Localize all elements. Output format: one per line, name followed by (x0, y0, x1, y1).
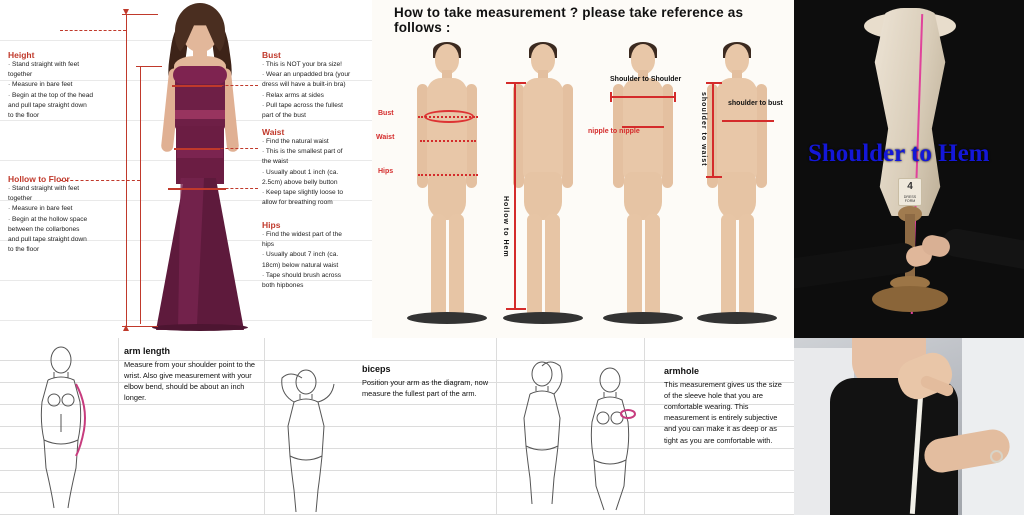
arm-length-body: Measure from your shoulder point to the wrist. Also give measurement with your elbow bend, should be about an inch longer. (124, 360, 256, 403)
dress-measurement-panel (0, 0, 372, 338)
height-line-2: together (8, 71, 33, 79)
height-measure-line (126, 14, 127, 326)
mannequin-shoulder-to-waist (694, 44, 780, 328)
mannequin-shoulder-to-shoulder (600, 44, 686, 328)
hollow-line-6: and pull tape straight down (8, 236, 87, 244)
photo-right-backdrop (962, 338, 1024, 515)
label-waist: Waist (376, 134, 395, 141)
hips-heading: Hips (262, 220, 281, 230)
biceps-text (362, 364, 492, 399)
bust-line-2: · Wear an unpadded bra (your (262, 71, 351, 79)
waist-line-1: · Find the natural waist (262, 138, 329, 145)
waist-line-3: the waist (262, 158, 289, 166)
height-line-3: · Measure in bare feet (8, 81, 73, 89)
shoulder-to-waist-line (712, 82, 714, 178)
shoulder-to-bust-line (722, 120, 774, 122)
armhole-panel (656, 338, 794, 515)
arm-length-text (124, 346, 256, 403)
bust-line-6: part of the bust (262, 112, 306, 120)
biceps-panel (356, 338, 656, 515)
mannequin-bust-waist-hips (404, 44, 490, 328)
arm-length-figure-bent (262, 364, 352, 514)
hips-line-3: · Usually about 7 inch (ca. (262, 251, 339, 259)
how-to-measure-panel (372, 0, 794, 338)
hips-line-2: hips (262, 241, 275, 249)
hips-line-5: · Tape should brush across (262, 271, 342, 279)
height-line-1: · Stand straight with feet (8, 61, 80, 68)
arm-length-figure-front (18, 344, 104, 512)
hollow-to-floor-text-block (8, 174, 108, 256)
bust-line-5: · Pull tape across the fullest (262, 101, 343, 109)
bust-line-1: · This is NOT your bra size! (262, 61, 343, 68)
label-shoulder-to-shoulder: Shoulder to Shoulder (610, 76, 682, 83)
height-text-block (8, 50, 104, 121)
bust-line-3: dress will have a built-in bra) (262, 81, 346, 89)
biceps-title: biceps (362, 364, 391, 374)
armhole-body: This measurement gives us the size of the sleeve hole that you are comfortable wearing. This measurement is entirely subjective and you can make it as deep or as tight as you are comfortable with. (664, 380, 782, 445)
height-line-6: to the floor (8, 112, 40, 120)
waist-text-block (262, 127, 366, 209)
armhole-photo-panel (794, 338, 1024, 515)
hollow-line-4: · Begin at the hollow space (8, 215, 88, 223)
bust-heading: Bust (262, 50, 281, 60)
label-hips: Hips (378, 168, 394, 175)
dress-figure-illustration (148, 6, 252, 326)
hollow-line-7: to the floor (8, 246, 40, 254)
waist-line-5: 2.5cm) above belly button (262, 178, 338, 186)
label-shoulder-to-bust: shoulder to bust (728, 100, 783, 107)
height-heading: Height (8, 50, 35, 60)
height-line-4: · Begin at the top of the head (8, 91, 94, 99)
label-bust: Bust (378, 110, 394, 117)
arm-length-panel (0, 338, 356, 515)
height-line-5: and pull tape straight down (8, 101, 87, 109)
label-shoulder-to-waist: shoulder to waist (700, 92, 707, 167)
biceps-body: Position your arm as the diagram, now measure the fullest part of the arm. (362, 378, 489, 399)
shoulder-to-shoulder-line (610, 96, 676, 98)
armhole-text (664, 366, 790, 446)
hollow-line-3: · Measure in bare feet (8, 205, 73, 213)
height-leader (60, 30, 126, 31)
right-arm-sleeve (940, 227, 1024, 274)
waist-heading: Waist (262, 127, 285, 137)
hips-line-6: both hipbones (262, 282, 304, 290)
photo-ring (990, 450, 1003, 463)
waist-line-2: · This is the smallest part of (262, 148, 343, 156)
label-hollow-to-hem: Hollow to Hem (502, 196, 509, 258)
waist-line-6: · Keep tape slightly loose to (262, 189, 344, 197)
biceps-figure-front (568, 362, 652, 512)
dress-form-size-tag (898, 178, 922, 206)
dress-form-base (872, 286, 948, 312)
arm-length-title: arm length (124, 346, 171, 356)
waist-line-7: allow for breathing room (262, 199, 333, 207)
dress-form-tag-sub: DRESS FORM (903, 195, 917, 204)
how-to-measure-title: How to take measurement ? please take reference as follows : (394, 5, 744, 35)
dress-form-photo-panel (794, 0, 1024, 338)
hips-line-4: 18cm) below natural waist (262, 261, 339, 269)
hollow-to-floor-heading: Hollow to Floor (8, 174, 70, 184)
hollow-line-2: together (8, 195, 33, 203)
hollow-to-hem-line (514, 82, 516, 310)
shoulder-to-hem-title: Shoulder to Hem (808, 140, 990, 167)
bust-text-block (262, 50, 366, 121)
waist-line-4: · Usually about 1 inch (ca. (262, 168, 339, 176)
mannequin-hollow-to-hem (500, 44, 586, 328)
bust-line-4: · Relax arms at sides (262, 91, 324, 99)
armhole-title: armhole (664, 366, 700, 376)
label-nipple-to-nipple: nipple to nipple (588, 128, 640, 135)
hips-text-block (262, 220, 366, 291)
hollow-line-5: between the collarbones (8, 225, 80, 233)
dress-form-size-number: 4 (907, 181, 913, 192)
hollow-line-1: · Stand straight with feet (8, 185, 80, 192)
hollow-to-floor-measure-line (140, 66, 141, 324)
hips-line-1: · Find the widest part of the (262, 231, 342, 238)
